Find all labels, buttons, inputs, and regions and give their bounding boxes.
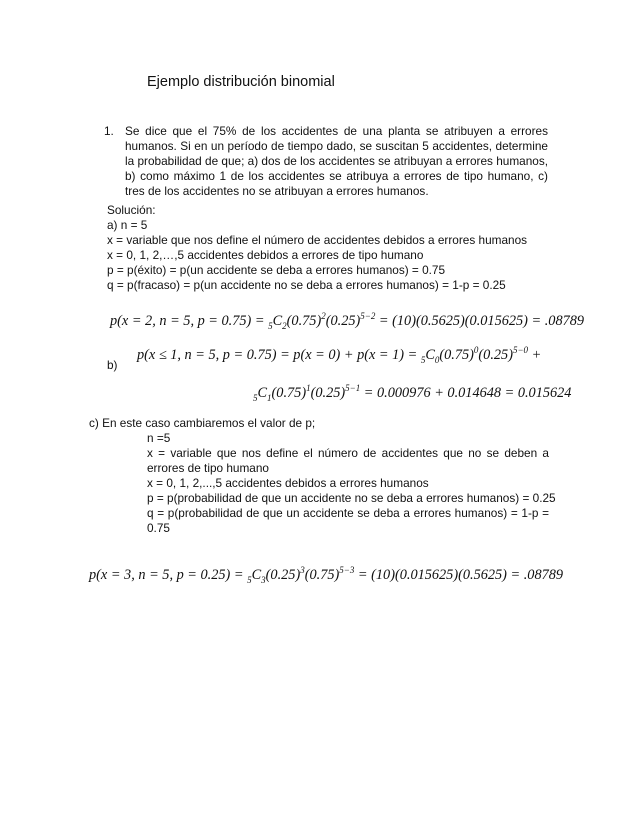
combination-symbol: C xyxy=(425,347,435,363)
solution-heading: Solución: xyxy=(107,203,156,217)
solution-line: p = p(éxito) = p(un accidente se deba a errores humanos) = 0.75 xyxy=(107,263,446,277)
formula-text: (0.25) xyxy=(325,313,361,329)
formula-exponent: 1 xyxy=(306,383,311,394)
formula-text: p(x ≤ 1, n = 5, p = 0.75) = p(x = 0) + p(x = 1) = xyxy=(137,347,421,363)
solution-block xyxy=(107,203,527,293)
formula-index: 2 xyxy=(282,320,287,331)
formula-text: (0.75) xyxy=(271,385,307,401)
formula-part-b-line1 xyxy=(137,346,541,364)
formula-part-c xyxy=(89,566,563,584)
formula-index: 0 xyxy=(434,354,440,365)
formula-text: = (10)(0.5625)(0.015625) = .08789 xyxy=(375,313,585,329)
part-c-n: n =5 xyxy=(147,431,171,445)
formula-index: 1 xyxy=(267,392,272,403)
formula-text: = (10)(0.015625)(0.5625) = .08789 xyxy=(354,567,564,583)
formula-text: (0.25) xyxy=(478,347,513,363)
formula-text: (0.75) xyxy=(439,347,474,363)
formula-text: + xyxy=(528,347,542,363)
part-c-intro: c) En este caso cambiaremos el valor de p; xyxy=(89,416,316,430)
combination-symbol: C xyxy=(257,385,268,401)
solution-line: q = p(fracaso) = p(un accidente no se deba a errores humanos) = 1-p = 0.25 xyxy=(107,278,506,292)
formula-index: 5 xyxy=(253,392,258,403)
formula-index: 5 xyxy=(420,354,426,365)
formula-text: = 0.000976 + 0.014648 = 0.015624 xyxy=(360,385,572,401)
formula-exponent: 2 xyxy=(321,311,326,322)
solution-line: x = variable que nos define el número de accidentes debidos a errores humanos xyxy=(107,233,528,247)
problem-number: 1. xyxy=(104,124,114,138)
solution-line: a) n = 5 xyxy=(107,218,148,232)
part-c-q: q = p(probabilidad de que un accidente se deba a errores humanos) = 1-p = 0.75 xyxy=(147,506,549,535)
formula-index: 3 xyxy=(261,574,266,585)
formula-exponent: 5−2 xyxy=(360,311,376,322)
combination-symbol: C xyxy=(272,313,283,329)
part-b-label: b) xyxy=(107,358,118,372)
formula-exponent: 3 xyxy=(300,565,305,576)
formula-exponent: 5−0 xyxy=(512,345,529,356)
formula-text: (0.25) xyxy=(265,567,301,583)
formula-exponent: 5−1 xyxy=(345,383,361,394)
part-c-x-range: x = 0, 1, 2,...,5 accidentes debidos a errores humanos xyxy=(147,476,429,490)
formula-part-b-line2 xyxy=(253,384,571,402)
part-c-block xyxy=(147,431,556,536)
formula-text: (0.75) xyxy=(286,313,322,329)
formula-index: 5 xyxy=(268,320,273,331)
problem-statement: Se dice que el 75% de los accidentes de una planta se atribuyen a errores humanos. Si en un período de tiempo dado, se suscitan 5 accidentes, determine la probabilidad de que; a) dos de los accidentes se atribuyan a errores humanos, b) como máximo 1 de los accidentes se atribuya a errores de tipo humano, c) tres de los accidentes no se atribuyan a errores humanos. xyxy=(125,124,548,198)
part-c-x-definition: x = variable que nos define el número de accidentes que no se deben a errores de tipo humano xyxy=(147,446,549,475)
formula-part-a xyxy=(110,312,584,330)
formula-text: p(x = 2, n = 5, p = 0.75) = xyxy=(110,313,269,329)
formula-index: 5 xyxy=(247,574,252,585)
formula-text: (0.25) xyxy=(310,385,346,401)
formula-exponent: 5−3 xyxy=(339,565,355,576)
formula-exponent: 0 xyxy=(473,345,479,356)
document-title: Ejemplo distribución binomial xyxy=(147,74,335,90)
combination-symbol: C xyxy=(251,567,262,583)
solution-line: x = 0, 1, 2,…,5 accidentes debidos a errores de tipo humano xyxy=(107,248,424,262)
part-c-p: p = p(probabilidad de que un accidente no se deba a errores humanos) = 0.25 xyxy=(147,491,556,505)
formula-text: (0.75) xyxy=(304,567,340,583)
formula-text: p(x = 3, n = 5, p = 0.25) = xyxy=(89,567,248,583)
